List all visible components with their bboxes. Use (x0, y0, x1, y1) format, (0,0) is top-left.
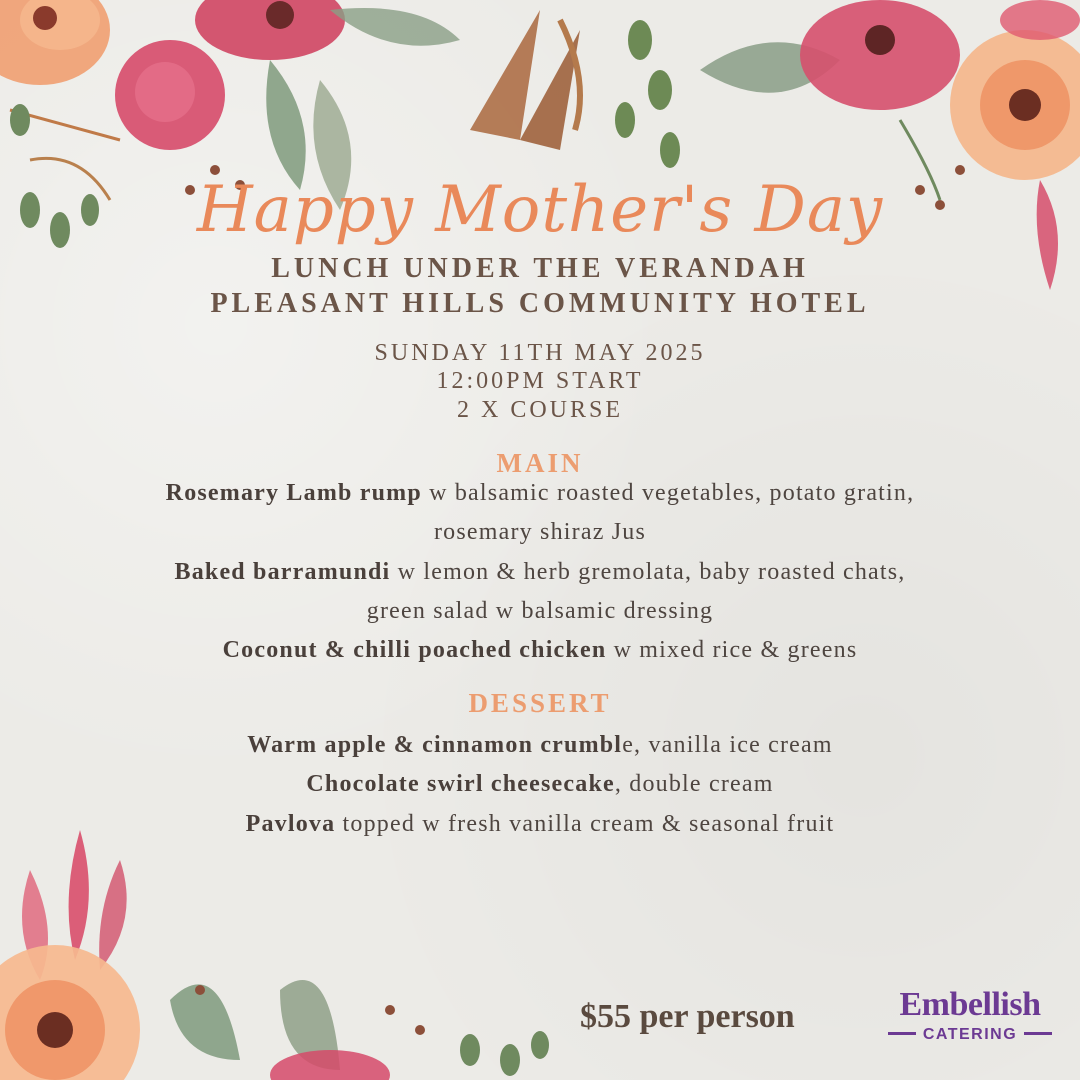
main-item-2-desc: w lemon & herb gremolata, baby roasted chats, (390, 559, 906, 585)
logo-bar (888, 1024, 1052, 1042)
dessert-item-1-desc: e, vanilla ice cream (622, 732, 833, 758)
main-item-1-desc: w balsamic roasted vegetables, potato gratin, (421, 480, 915, 506)
main-item-3-desc: w mixed rice & greens (606, 637, 858, 663)
main-item-2-line-2: green salad w balsamic dressing (366, 598, 714, 624)
main-item-2-line-1 (0, 559, 1080, 586)
main-item-1-line-2: rosemary shiraz Jus (433, 519, 647, 545)
venue-line-2: PLEASANT HILLS COMMUNITY HOTEL (210, 288, 870, 319)
venue-line-1: LUNCH UNDER THE VERANDAH (271, 253, 809, 284)
dessert-item-3-desc: topped w fresh vanilla cream & seasonal fruit (335, 811, 835, 837)
main-item-1-name: Rosemary Lamb rump (165, 480, 422, 506)
dessert-item-1 (0, 732, 1080, 759)
dessert-item-2-desc: , double cream (614, 771, 774, 797)
main-item-3-line-1 (0, 637, 1080, 664)
main-heading: MAIN (496, 448, 584, 478)
dessert-item-2 (0, 771, 1080, 798)
logo-subtitle: CATERING (922, 1026, 1018, 1043)
embellish-catering-logo (888, 986, 1052, 1048)
dessert-item-3 (0, 811, 1080, 838)
dessert-item-3-name: Pavlova (245, 811, 336, 837)
dessert-item-2-name: Chocolate swirl cheesecake (306, 771, 615, 797)
dessert-heading: DESSERT (468, 688, 612, 718)
main-item-3-name: Coconut & chilli poached chicken (222, 637, 607, 663)
dessert-item-1-name: Warm apple & cinnamon crumbl (247, 732, 623, 758)
main-item-2-name: Baked barramundi (174, 559, 391, 585)
logo-wordmark: Embellish (899, 986, 1041, 1023)
event-date: SUNDAY 11TH MAY 2025 (374, 340, 706, 366)
main-item-1-line-1 (0, 480, 1080, 507)
event-courses: 2 X COURSE (456, 397, 624, 423)
script-title: Happy Mother's Day (196, 173, 884, 247)
price-label: $55 per person (580, 998, 795, 1035)
event-time: 12:00PM START (436, 368, 644, 394)
